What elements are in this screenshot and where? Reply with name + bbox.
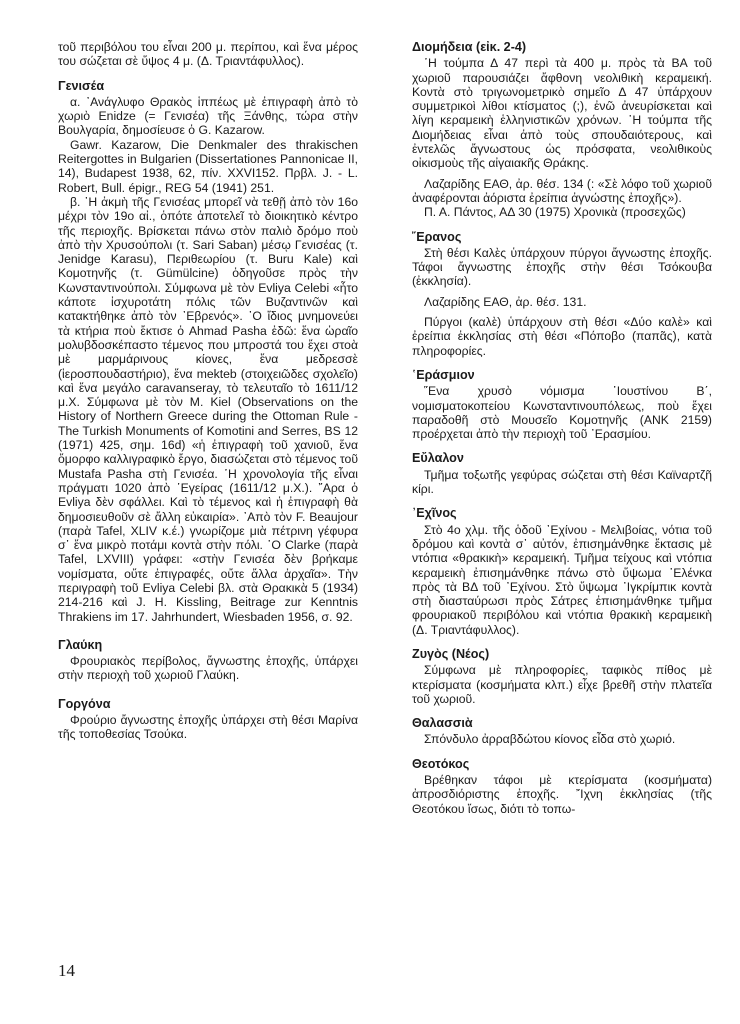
genisea-reference: Gawr. Kazarow, Die Denkmaler des thrakischen Reitergottes in Bulgarien (Dissertationes Pannonicae II, 14), Budapest 1938, 62, πίν. XXVI152. Πρβλ. J. - L. Robert, Bull. épigr., REG 54 (1941) 251. [58, 137, 358, 195]
right-column [412, 40, 712, 816]
zygos-paragraph: Σύμφωνα μὲ πληροφορίες, ταφικὸς πίθος μὲ κτερίσματα (κοσμήματα κλπ.) εἶχε βρεθῆ στὴν πλατεῖα τοῦ χωριοῦ. [412, 663, 712, 706]
entry-title-gorgona: Γοργόνα [58, 696, 111, 711]
exinos-paragraph: Στὸ 4ο χλμ. τῆς ὁδοῦ ᾿Εχίνου - Μελιβοίας, νότια τοῦ δρόμου καὶ κοντὰ σ᾿ αὐτόν, ἐπισημάνθηκε ἔκτασις μὲ ντόπια «θρακικὴ» κεραμεική. Τμῆμα τείχους καὶ ντόπια κεραμεικὴ ἐπισημάνθηκε πάνω στὸ ὕψωμα ῾Ελένκα πρὸς τὰ ΒΔ τοῦ ᾿Εχίνου. Στὸ ὕψωμα ᾿Ιγκρίμπικ κοντὰ στὴ διασταύρωσι πρὸς Σάτρες ἐπισημάνθηκε τμῆμα φρουριακοῦ περιβόλου καὶ ντόπια θρακικὴ κεραμεικὴ (Δ. Τριαντάφυλλος). [412, 522, 712, 637]
entry-title-thalassia: Θαλασσιὰ [412, 716, 473, 731]
theotokos-paragraph: Βρέθηκαν τάφοι μὲ κτερίσματα (κοσμήματα) ἀπροσδιόριστης ἐποχῆς. ῎Ιχνη ἐκκλησίας (τῆς Θεοτόκου ἴσως, διότι τὸ τοπω- [412, 773, 712, 816]
entry-title-theotokos: Θεοτόκος [412, 756, 470, 771]
diomideia-reference-1: Λαζαρίδης ΕΑΘ, ἀρ. θέσ. 134 (: «Σὲ λόφο τοῦ χωριοῦ ἀναφέρονται ἀόριστα ἐρείπια ἀγνώστης ἐποχῆς»). [412, 176, 712, 205]
diomideia-paragraph: ῾Η τούμπα Δ 47 περὶ τὰ 400 μ. πρὸς τὰ ΒΑ τοῦ χωριοῦ παρουσιάζει ἄφθονη νεολιθικὴ κεραμεική. Κοντὰ στὸ τριγωνομετρικὸ σημεῖο Δ 47 ὑπάρχουν συμμετρικοὶ λίθοι κτίσματος (;), ἐνῶ ἀνευρίσκεται καὶ λίγη κεραμεικὴ ἑλληνιστικῶν χρόνων. ῾Η τούμπα τῆς Διομήδειας εἶναι ἀπὸ τοὺς σπουδαιότερους, καὶ ἐντελῶς ἄγνωστους ὡς πρόσφατα, νεολιθικοὺς οἰκισμοὺς τῆς αἰγαιακῆς Θράκης. [412, 56, 712, 171]
diomideia-reference-2: Π. Α. Πάντος, ΑΔ 30 (1975) Χρονικὰ (προσεχῶς) [424, 205, 686, 220]
eranos-paragraph: Στὴ θέσι Καλὲς ὑπάρχουν πύργοι ἄγνωστης ἐποχῆς. Τάφοι ἄγνωστης ἐποχῆς στὴν θέσι Τσόκουβα (ἐκκλησία). [412, 245, 712, 289]
glafki-paragraph: Φρουριακὸς περίβολος, ἄγνωστης ἐποχῆς, ὑπάρχει στὴν περιοχὴ τοῦ χωριοῦ Γλαύκη. [58, 654, 358, 683]
genisea-paragraph-a: α. ᾿Ανάγλυφο Θρακὸς ἱππέως μὲ ἐπιγραφὴ ἀπὸ τὸ χωριὸ Enidze (= Γενισέα) τῆς Ξάνθης, τώρα στὴν Βουλγαρία, δημοσίευσε ὁ G. Kazarow. [58, 94, 358, 138]
intro-paragraph: τοῦ περιβόλου του εἶναι 200 μ. περίπου, καὶ ἕνα μέρος του σώζεται σὲ ὕψος 4 μ. (Δ. Τριαντάφυλλος). [58, 40, 358, 69]
genisea-paragraph-b: β. ῾Η ἀκμὴ τῆς Γενισέας μπορεῖ νὰ τεθῇ ἀπὸ τὸν 16ο μέχρι τὸν 19ο αἰ., ὁπότε ἀποτελεῖ τὸ διοικητικὸ κέντρο τῆς περιοχῆς. Βρίσκεται πάνω στὸν παλιὸ δρόμο ποὺ ἀπὸ τὴν Χρυσούπολι (τ. Sari Saban) μέσῳ Γενισέας (τ. Jenidge Karasu), Περιθεωρίου (τ. Buru Kale) καὶ Κομοτηνῆς (τ. Gümülcine) ὁδηγοῦσε πρὸς τὴν Κωνσταντινούπολι. Σύμφωνα μὲ τὸν Evliya Celebi «ἦτο κάποτε ἰσχυροτάτη πόλις τῶν Βυζαντινῶν καὶ κατακτήθηκε ἀπὸ τὸν ᾿Εβρενός». ῾Ο ἴδιος μνημονεύει τὰ κτήρια ποὺ ἔκτισε ὁ Ahmad Pasha ἐδῶ: ἕνα ὡραῖο μολυβδοσκέπαστο τέμενος που μπροστά του ἔχει στοὰ μὲ μαρμάρινους κίονες, ἕνα μεδρεσσὲ (ἱεροσπουδαστήριο), ἕνα mekteb (στοιχειῶδες σχολεῖο) καὶ ἕνα μεγάλο caravanseray, τὸ τελευταῖο τὸ 1611/12 μ.Χ. Σύμφωνα μὲ τὸν M. Kiel (Observations on the History of Northern Greece during the Ottoman Rule - The Turkish Monuments of Komotini and Serres, BS 12 (1971) 425, σημ. 16d) «ἡ ἐπιγραφὴ τοῦ χανιοῦ, ἕνα ὄμορφο καλλιγραφικὸ ἔργο, διασώζεται στὸ τέμενος τοῦ Mustafa Pasha στὴ Γενισέα. ῾Η χρονολογία τῆς εἶναι πράγματι 1020 ἀπὸ ῾Εγείρας (1611/12 μ.Χ.). ῎Αρα ὁ Evliya δὲν σφάλλει. Καὶ τὸ τέμενος καὶ ἡ ἐπιγραφὴ θὰ δημοσιευθοῦν σὲ ἄλλη εὐκαιρία». ᾿Απὸ τὸν F. Beaujour (παρὰ Tafel, XLIV κ.έ.) γνωρίζομε μιὰ πέτρινη γέφυρα σ᾿ ἕνα μικρὸ ποτάμι κοντὰ στὴν πόλι. ῾Ο Clarke (παρὰ Tafel, LXVIII) γράφει: «στὴν Γενισέα δὲν βρήκαμε νομίσματα, οὔτε ἐπιγραφές, οὔτε ἄλλα ἀρχαῖα». Τὴν περιγραφὴ τοῦ Evliya Celebi βλ. στὰ Θρακικὰ 5 (1934) 214-216 καὶ J. H. Kissling, Beitrage zur Kenntnis Thrakiens im 17. Jahrhundert, Wiesbaden 1956, σ. 92. [58, 194, 358, 624]
eranos-reference: Λαζαρίδης ΕΑΘ, ἀρ. θέσ. 131. [424, 294, 587, 309]
evlalon-paragraph: Τμῆμα τοξωτῆς γεφύρας σώζεται στὴ θέσι Καϊναρτζῆ κίρι. [412, 467, 712, 497]
gorgona-paragraph: Φρούριο ἄγνωστης ἐποχῆς ὑπάρχει στὴ θέσι Μαρίνα τῆς τοποθεσίας Τσούκα. [58, 713, 358, 742]
entry-title-eranos: ῎Ερανος [412, 229, 462, 244]
entry-title-zygos: Ζυγὸς (Νέος) [412, 646, 490, 661]
entry-title-diomideia: Διομήδεια (εἰκ. 2-4) [412, 40, 527, 54]
erasmion-paragraph: ῞Ενα χρυσὸ νόμισμα ᾿Ιουστίνου Β΄, νομισματοκοπείου Κωνσταντινουπόλεως, ποὺ ἔχει παραδοθῆ στὸ Μουσεῖο Κομοτηνῆς (ΑΝΚ 2159) προέρχεται ἀπὸ τὴν περιοχὴ τοῦ ᾿Ερασμίου. [412, 384, 712, 442]
entry-title-evlalon: Εὔλαλον [412, 451, 464, 466]
left-column [58, 40, 358, 742]
entry-title-erasmion: ῾Εράσμιον [412, 367, 475, 382]
entry-title-genisea: Γενισέα [58, 78, 105, 93]
entry-title-glafki: Γλαύκη [58, 637, 103, 652]
entry-title-exinos: ᾿Εχῖνος [412, 506, 457, 521]
page-number: 14 [58, 961, 75, 980]
eranos-paragraph-2: Πύργοι (καλὲ) ὑπάρχουν στὴ θέσι «Δύο καλὲ» καὶ ἐρείπια ἐκκλησίας στὴ θέσι «Πόποβο (παπᾶς), κατὰ πληροφορίες. [412, 315, 712, 358]
thalassia-paragraph: Σπόνδυλο ἀρραβδώτου κίονος εἶδα στὸ χωριό. [424, 732, 676, 747]
